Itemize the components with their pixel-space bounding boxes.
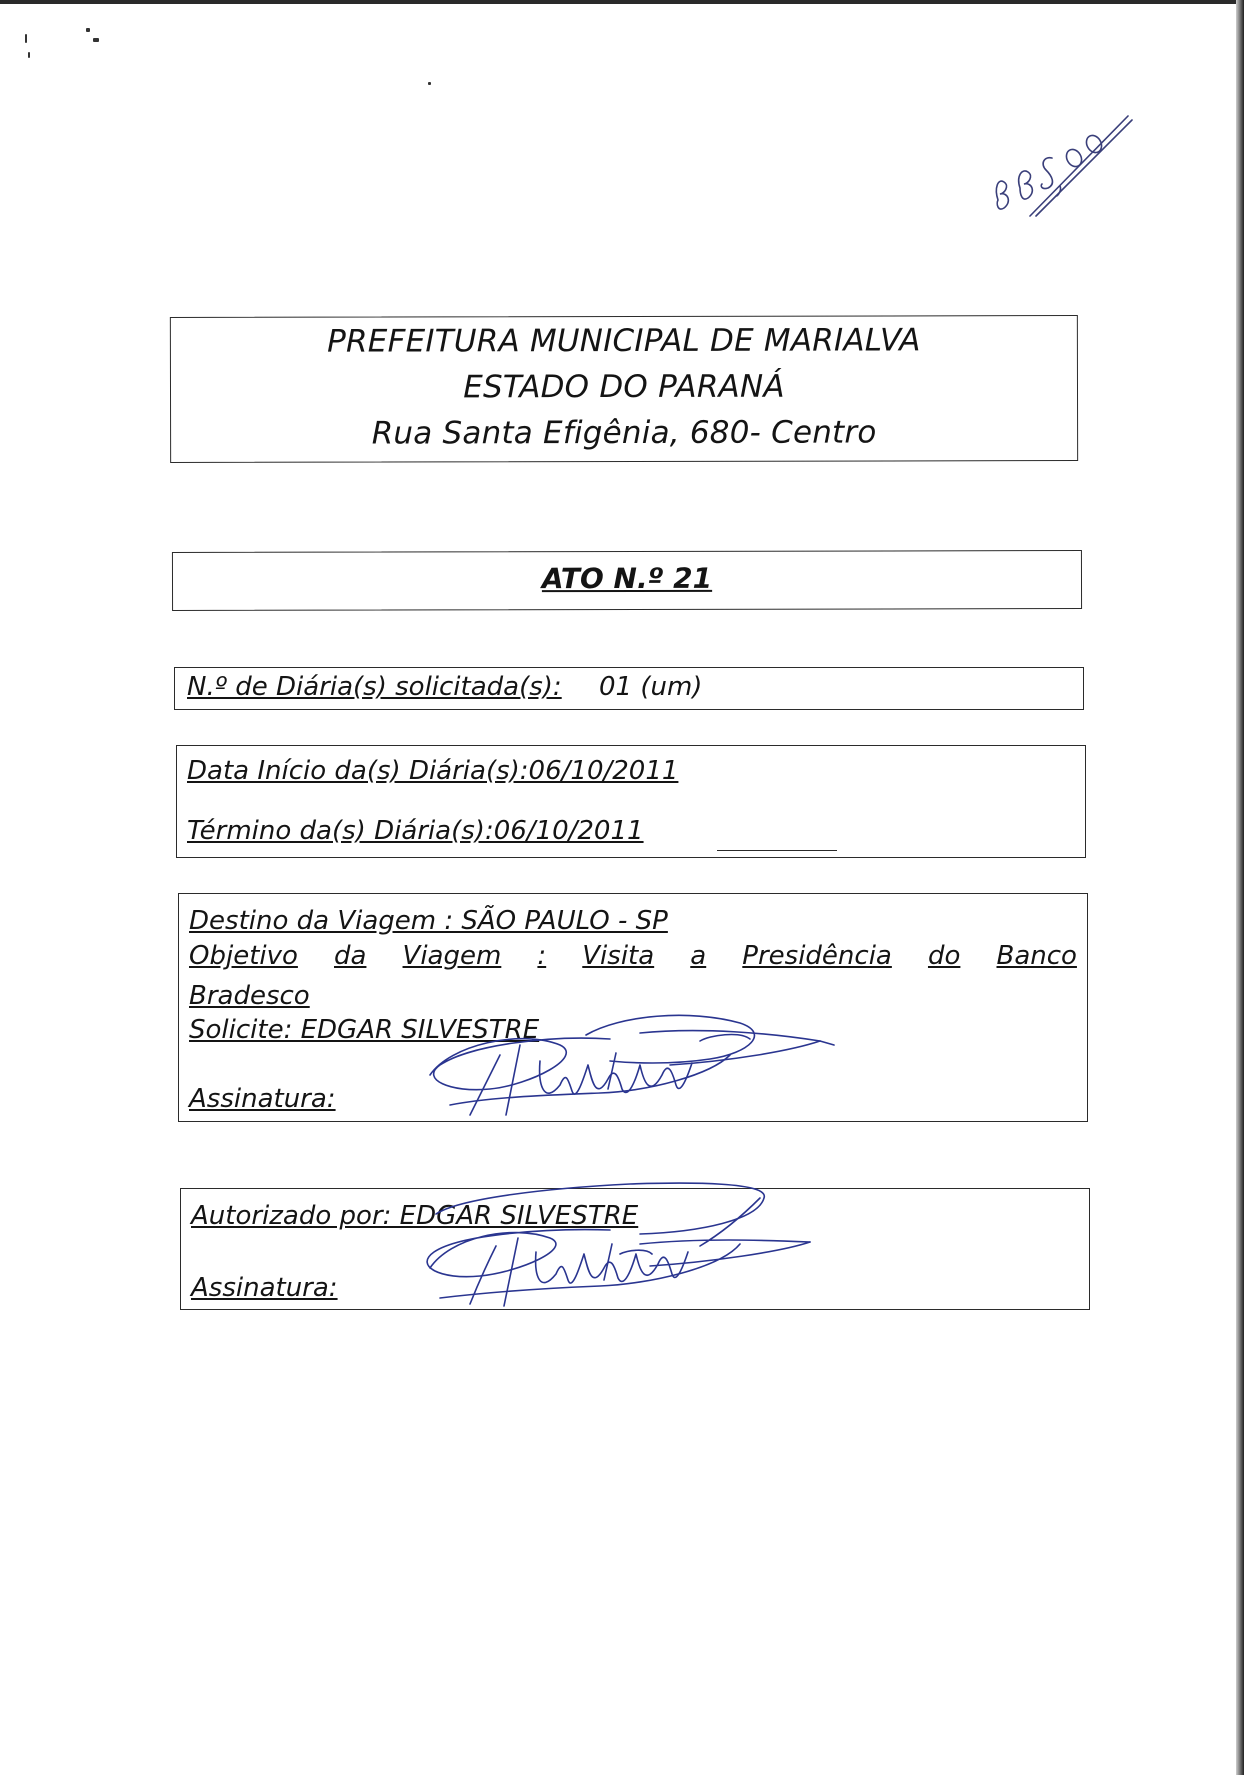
objective-word: Presidência [742,941,892,971]
objective-word: do [927,941,961,971]
objective-word: Visita [582,941,655,971]
allowance-count-value: 01 (um) [599,672,703,702]
signature-label: Assinatura: [189,1084,336,1114]
scan-speck [28,52,30,58]
state-name: ESTADO DO PARANÁ [463,368,785,406]
objective-field [189,941,1077,971]
authorized-by-field: Autorizado por: EDGAR SILVESTRE [191,1201,639,1231]
end-date-underline [717,850,837,851]
objective-word: da [334,941,367,971]
requester-signature [410,1005,840,1125]
act-number-box [172,550,1082,611]
scan-speck [93,38,99,42]
end-date-field: Término da(s) Diária(s):06/10/2011 [187,816,644,846]
address: Rua Santa Efigênia, 680- Centro [371,414,877,452]
municipality-name: PREFEITURA MUNICIPAL DE MARIALVA [327,322,921,360]
requester-field: Solicite: EDGAR SILVESTRE [189,1015,540,1045]
objective-word: Objetivo [189,941,298,971]
scan-speck [25,34,27,43]
destination-field: Destino da Viagem : SÃO PAULO - SP [189,906,668,936]
allowance-dates-box [176,745,1086,858]
objective-word: Viagem [402,941,502,971]
scan-speck [428,82,431,85]
scan-speck [86,28,90,32]
objective-continuation: Bradesco [189,981,310,1011]
start-date-field: Data Início da(s) Diária(s):06/10/2011 [187,756,679,786]
authorizer-signature [400,1168,820,1310]
allowance-count-label: N.º de Diária(s) solicitada(s): [187,672,562,702]
scan-right-edge [1236,0,1244,1775]
authorization-signature-label: Assinatura: [191,1273,338,1303]
objective-word: a [690,941,707,971]
handwritten-amount-note [990,108,1140,218]
header-box [170,315,1078,463]
allowance-count-box [174,667,1084,710]
scan-top-edge [0,0,1244,4]
act-number-title: ATO N.º 21 [541,561,713,596]
objective-word: : [537,941,547,971]
objective-word: Banco [996,941,1077,971]
